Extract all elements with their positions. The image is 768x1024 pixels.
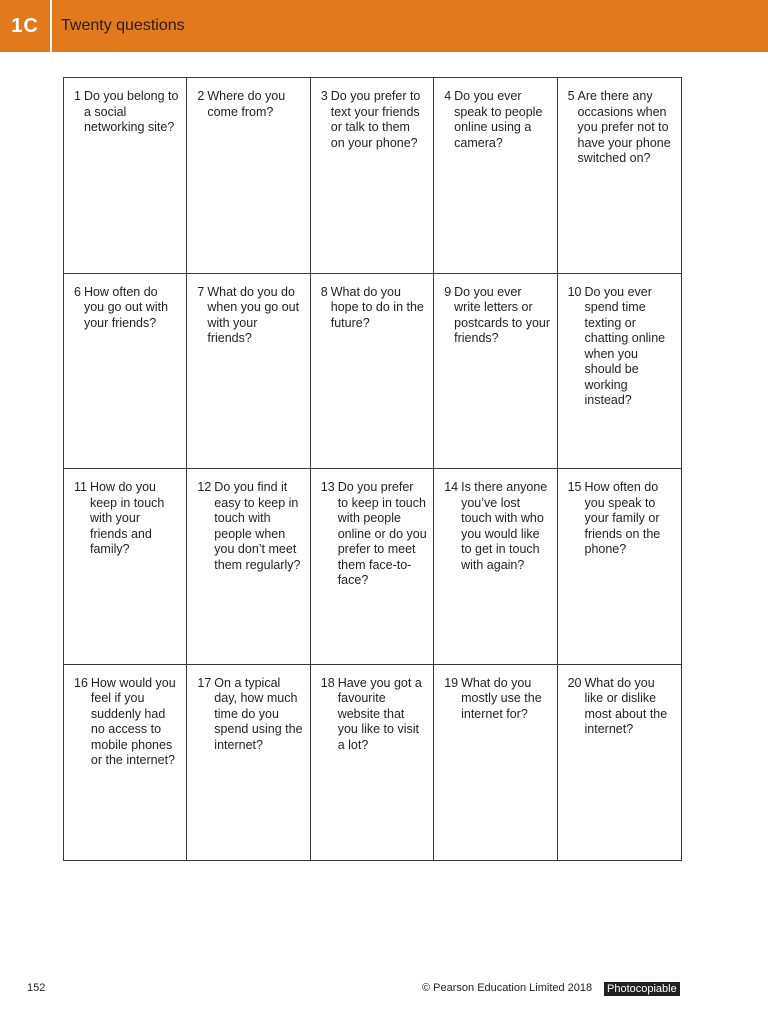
question-number: 7 — [197, 284, 205, 299]
question-number: 9 — [444, 284, 452, 299]
question-number: 13 — [320, 480, 335, 494]
question-grid — [63, 77, 682, 861]
header-divider — [50, 0, 52, 52]
question-number: 8 — [320, 284, 328, 299]
question-number: 1 — [74, 89, 81, 103]
question-text: Where do you come from? — [207, 89, 286, 119]
question-number: 12 — [197, 480, 212, 494]
question-text: How would you feel if you suddenly had no access to mobile phones or the internet? — [90, 675, 176, 767]
question-text: Is there anyone you’ve lost touch with who you would like to get in touch with again? — [461, 480, 548, 572]
question-number: 3 — [320, 89, 328, 103]
question-text: Are there any occasions when you prefer not to have your phone switched on? — [577, 89, 671, 165]
question-cell — [187, 665, 310, 861]
copyright-notice: © Pearson Education Limited 2018 — [422, 982, 593, 994]
question-cell — [311, 274, 434, 470]
question-text: Do you prefer to text your friends or talk to them on your phone? — [330, 89, 421, 150]
question-number: 10 — [567, 284, 582, 299]
question-cell — [64, 665, 187, 861]
question-cell — [558, 469, 681, 665]
question-number: 11 — [74, 480, 87, 494]
question-number: 6 — [74, 284, 81, 299]
question-cell — [311, 665, 434, 861]
question-cell — [187, 78, 310, 274]
unit-code: 1C — [11, 14, 39, 37]
question-text: Have you got a favourite website that you like to visit a lot? — [337, 675, 422, 752]
question-number: 4 — [444, 89, 452, 103]
question-number: 2 — [197, 89, 205, 103]
question-text: Do you find it easy to keep in touch with people when you don’t meet them regularly? — [214, 480, 301, 572]
question-number: 15 — [567, 480, 582, 494]
question-text: What do you hope to do in the future? — [330, 284, 424, 330]
question-number: 18 — [320, 675, 335, 690]
question-cell — [311, 78, 434, 274]
question-cell — [558, 665, 681, 861]
question-text: Do you ever speak to people online using a camera? — [454, 89, 543, 150]
question-text: How often do you speak to your family or friends on the phone? — [584, 480, 661, 556]
question-text: On a typical day, how much time do you spend using the internet? — [214, 675, 303, 752]
header-bar — [0, 0, 768, 52]
question-cell — [64, 469, 187, 665]
question-cell — [64, 78, 187, 274]
question-number: 14 — [444, 480, 459, 494]
question-number: 17 — [197, 675, 212, 690]
question-number: 5 — [567, 89, 575, 103]
question-cell — [434, 78, 557, 274]
question-text: Do you ever write letters or postcards to your friends? — [454, 284, 551, 345]
question-cell — [187, 274, 310, 470]
question-text: What do you do when you go out with your friends? — [207, 284, 300, 345]
question-text: Do you belong to a social networking site? — [83, 89, 179, 134]
question-cell — [558, 274, 681, 470]
question-number: 20 — [567, 675, 582, 690]
question-number: 19 — [444, 675, 459, 690]
question-text: How often do you go out with your friends? — [83, 284, 169, 330]
question-text: Do you prefer to keep in touch with people online or do you prefer to meet them face-to-face? — [337, 480, 427, 587]
question-cell — [558, 78, 681, 274]
question-number: 16 — [74, 675, 88, 690]
question-cell — [434, 469, 557, 665]
question-text: Do you ever spend time texting or chatting online when you should be working instead? — [584, 284, 666, 407]
question-text: How do you keep in touch with your friends and family? — [89, 480, 165, 556]
question-text: What do you mostly use the internet for? — [461, 675, 542, 721]
photocopiable-badge: Photocopiable — [604, 982, 680, 996]
question-text: What do you like or dislike most about the internet? — [584, 675, 668, 736]
question-cell — [434, 665, 557, 861]
question-cell — [187, 469, 310, 665]
question-cell — [64, 274, 187, 470]
page-number: 152 — [27, 982, 46, 994]
question-cell — [311, 469, 434, 665]
page-title: Twenty questions — [61, 17, 185, 34]
question-cell — [434, 274, 557, 470]
